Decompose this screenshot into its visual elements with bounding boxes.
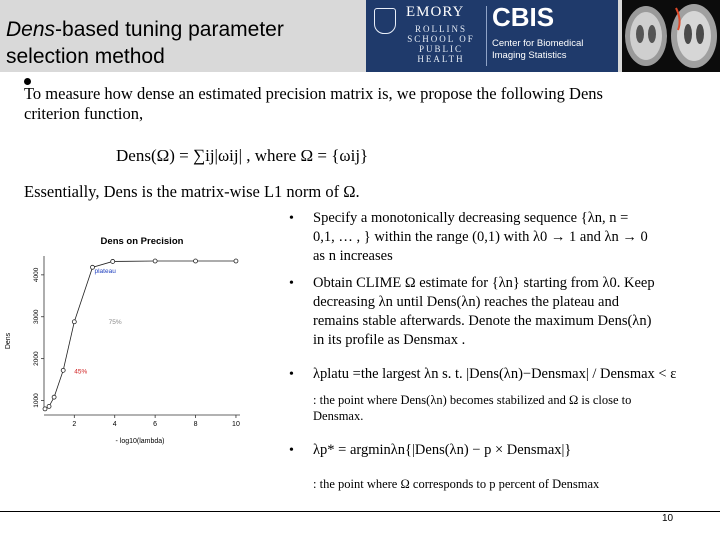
chart-ylabel: Dens: [5, 332, 12, 350]
chart-xlabel: - log10(lambda): [115, 438, 165, 445]
chart-x-tick-label: 2: [72, 421, 77, 428]
chart-annotation-label: 45%: [74, 368, 88, 376]
emory-cbis-logo: [366, 0, 618, 72]
bullet2-line1: Obtain CLIME Ω estimate for {λn} starting from λ0. Keep: [313, 275, 655, 291]
chart-y-tick-label: 2000: [33, 351, 40, 366]
page-number: 10: [662, 513, 674, 524]
bullet-lambda-p: λp* = argminλn{|Dens(λn) − p × Densmax|}: [313, 442, 572, 458]
chart-axes: [33, 256, 240, 428]
logo-rollins: ROLLINS SCHOOL OF PUBLIC HEALTH: [407, 24, 475, 64]
dens-precision-chart: [0, 226, 250, 456]
footer-divider: [0, 511, 720, 512]
chart-x-tick-label: 6: [153, 421, 158, 428]
chart-x-tick-label: 10: [232, 421, 240, 428]
chart-point: [61, 368, 65, 372]
chart-y-tick-label: 3000: [33, 309, 40, 324]
dens-formula: [116, 146, 368, 166]
chart-point: [194, 259, 198, 263]
chart-point: [43, 407, 47, 411]
brain-scan-images: [622, 0, 720, 72]
chart-point: [234, 259, 238, 263]
formula-rhs: , where Ω = {ωij}: [246, 146, 369, 165]
bullet-clime: [313, 274, 713, 350]
chart-point: [111, 259, 115, 263]
shield-icon: [374, 8, 396, 34]
chart-annotations: [74, 268, 122, 376]
bullet-sequence: [313, 209, 713, 266]
chart-series: [43, 259, 238, 411]
intro-line2: criterion function,: [24, 104, 144, 123]
bullet2-line4: in its profile as Densmax .: [313, 332, 466, 348]
logo-cbis-line1: Center for Biomedical: [492, 38, 584, 49]
logo-cbis-subtitle: [492, 38, 583, 62]
bullet-marker: •: [289, 367, 294, 382]
platu-note-line2: Densmax.: [313, 409, 364, 423]
essentially-text: Essentially, Dens is the matrix-wise L1 norm of Ω.: [24, 182, 360, 201]
bullet1-line2: 0,1, … , } within the range (0,1) with λ0 → 1 and λn → 0: [313, 229, 648, 245]
chart-point: [153, 259, 157, 263]
chart-y-tick-label: 1000: [33, 393, 40, 408]
chart-x-tick-label: 4: [112, 421, 117, 428]
chart-y-tick-label: 4000: [33, 267, 40, 283]
bullet-marker: •: [289, 276, 294, 291]
logo-cbis: CBIS: [492, 2, 555, 32]
chart-point: [52, 395, 56, 399]
bullet-platu-note: [313, 392, 713, 424]
bullet-platu: λplatu =the largest λn s. t. |Dens(λn)−Densmax| / Densmax < ε: [313, 366, 677, 382]
title-rest: -based tuning parameter: [55, 18, 284, 41]
bullet-lambda-p-note: : the point where Ω corresponds to p percent of Densmax: [313, 477, 600, 491]
chart-point: [47, 404, 51, 408]
chart-series-line: [45, 261, 236, 409]
title-line2: selection method: [6, 45, 165, 68]
chart-plot-area: [44, 256, 240, 411]
intro-text: [24, 84, 714, 124]
chart-x-tick-label: 8: [193, 421, 198, 428]
bullet-marker: •: [289, 211, 294, 226]
chart-annotation-label: plateau: [94, 267, 116, 275]
logo-cbis-line2: Imaging Statistics: [492, 50, 567, 61]
logo-divider: [486, 6, 487, 66]
chart-point: [72, 320, 76, 324]
chart-annotation-label: 75%: [108, 318, 122, 326]
chart-title: Dens on Precision: [100, 236, 184, 247]
bullet1-line1: Specify a monotonically decreasing sequence {λn, n =: [313, 210, 629, 226]
slide-header: [0, 0, 720, 72]
logo-emory: EMORY: [406, 4, 465, 20]
slide-title: [6, 16, 284, 70]
bullet2-line3: remains stable afterwards. Denote the maximum Dens(λn): [313, 313, 652, 329]
title-dens: Dens: [6, 18, 56, 41]
bullet2-line2: decreasing λn until Dens(λn) reaches the plateau and: [313, 294, 619, 310]
bullet-marker: •: [289, 443, 294, 458]
formula-lhs: Dens(Ω) = ∑ij|ωij|: [116, 146, 242, 165]
bullet1-line3: as n increases: [313, 248, 393, 264]
platu-note-line1: : the point where Dens(λn) becomes stabilized and Ω is close to: [313, 393, 632, 407]
intro-line1: To measure how dense an estimated precision matrix is, we propose the following Dens: [24, 84, 603, 103]
